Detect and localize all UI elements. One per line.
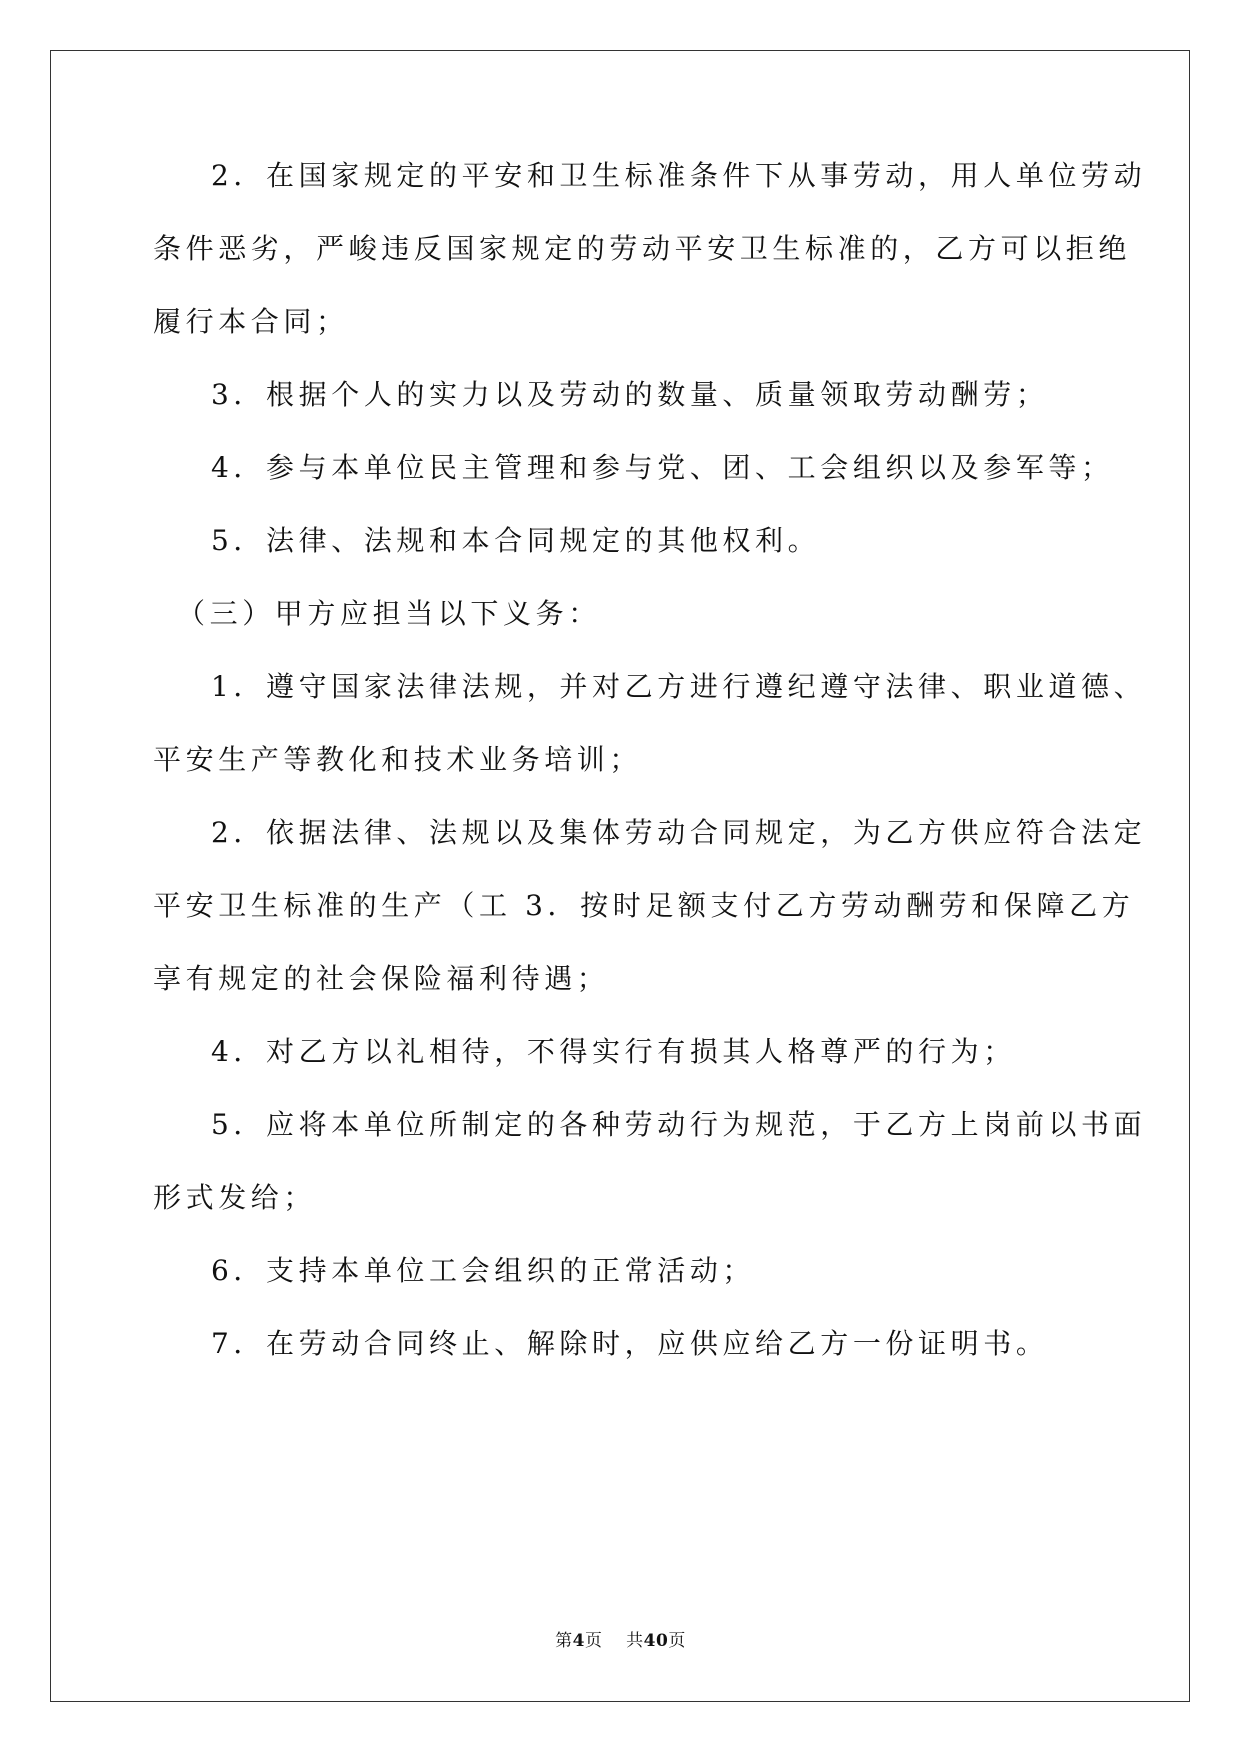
paragraph-line: 4．对乙方以礼相待，不得实行有损其人格尊严的行为； [211, 1035, 1016, 1068]
footer-prefix: 第 [555, 1631, 573, 1651]
paragraph-line: 6．支持本单位工会组织的正常活动； [211, 1254, 756, 1287]
section-heading: （三）甲方应担当以下义务： [177, 597, 601, 630]
footer-total-prefix: 共 [626, 1631, 644, 1651]
paragraph-line: 4．参与本单位民主管理和参与党、团、工会组织以及参军等； [211, 451, 1114, 484]
paragraph-line: 3．根据个人的实力以及劳动的数量、质量领取劳动酬劳； [211, 378, 1049, 411]
paragraph-line: 条件恶劣，严峻违反国家规定的劳动平安卫生标准的，乙方可以拒绝 [153, 232, 1132, 265]
total-pages: 40 [643, 1631, 669, 1651]
paragraph-line: 履行本合同； [153, 305, 349, 338]
paragraph-line: 2．依据法律、法规以及集体劳动合同规定，为乙方供应符合法定 [211, 816, 1147, 849]
page-footer [0, 1626, 1241, 1651]
paragraph-line: 7．在劳动合同终止、解除时，应供应给乙方一份证明书。 [211, 1327, 1049, 1360]
footer-total-suffix: 页 [668, 1631, 686, 1651]
page-border [50, 50, 1190, 1702]
paragraph-line: 享有规定的社会保险福利待遇； [153, 962, 610, 995]
page-number: 4 [572, 1631, 586, 1651]
paragraph-line: 平安生产等教化和技术业务培训； [153, 743, 643, 776]
footer-page-suffix: 页 [585, 1631, 603, 1651]
paragraph-line: 5．法律、法规和本合同规定的其他权利。 [211, 524, 821, 557]
paragraph-line: 形式发给； [153, 1181, 317, 1214]
paragraph-line: 1．遵守国家法律法规，并对乙方进行遵纪遵守法律、职业道德、 [211, 670, 1147, 703]
paragraph-line: 2．在国家规定的平安和卫生标准条件下从事劳动，用人单位劳动 [211, 159, 1147, 192]
paragraph-line: 平安卫生标准的生产（工 3．按时足额支付乙方劳动酬劳和保障乙方 [153, 889, 1135, 922]
paragraph-line: 5．应将本单位所制定的各种劳动行为规范，于乙方上岗前以书面 [211, 1108, 1147, 1141]
